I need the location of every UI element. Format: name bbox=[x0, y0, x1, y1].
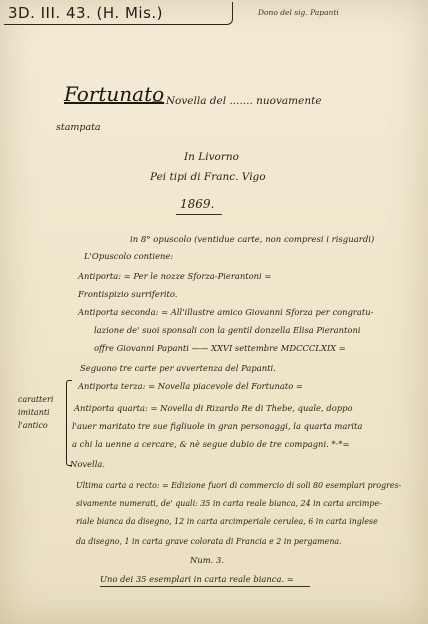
donor-note: Dono del sig. Papanti bbox=[258, 8, 339, 17]
text-line: offre Giovanni Papanti —— XXVI settembre MDCCCLXIX = bbox=[94, 343, 346, 353]
text-line: l'auer maritato tre sue figliuole in gran personaggi, la quarta marita bbox=[72, 421, 363, 431]
text-line: sivamente numerati, de' quali: 35 in carta reale bianca, 24 in carta arcimpe- bbox=[76, 499, 382, 508]
title-text: Fortunato bbox=[64, 82, 165, 106]
text-line: lazione de' suoi sponsali con la gentil donzella Elisa Pierantoni bbox=[94, 325, 361, 335]
text-line: Antiporta terza: = Novella piacevole del Fortunato = bbox=[78, 381, 303, 391]
text-line: riale bianca da disegno, 12 in carta arcimperiale cerulea, 6 in carta inglese bbox=[76, 517, 378, 526]
text-line: Antiporta seconda: = All'illustre amico Giovanni Sforza per congratu- bbox=[78, 307, 374, 317]
year-underline bbox=[176, 214, 222, 215]
text-line: Uno dei 35 esemplari in carta reale bianca. = bbox=[100, 574, 294, 584]
closing-underline bbox=[100, 586, 310, 587]
title-fortunato bbox=[64, 84, 164, 104]
text-line: Seguono tre carte per avvertenza del Papanti. bbox=[80, 363, 276, 373]
text-line: Num. 3. bbox=[190, 555, 224, 565]
margin-note: caratteri imitanti l'antico bbox=[18, 395, 54, 430]
text-line: L'Opuscolo contiene: bbox=[84, 251, 174, 261]
imprint-printer: Pei tipi di Franc. Vigo bbox=[150, 171, 266, 183]
text-line: a chi la uenne a cercare, & nè segue dubio de tre compagni. *·*= bbox=[72, 439, 350, 449]
text-line: Antiporta quarta: = Novella di Rizardo Re di Thebe, quale, doppo bbox=[74, 403, 353, 413]
imprint-year: 1869. bbox=[180, 197, 215, 211]
text-line: Frontispizio surriferito. bbox=[78, 289, 178, 299]
text-line: da disegno, 1 in carta grave colorata di Francia e 2 in pergamena. bbox=[76, 537, 342, 546]
format-note: in 8° opuscolo (ventidue carte, non compresi i risguardi) bbox=[130, 235, 375, 245]
shelfmark: 3D. III. 43. (H. Mis.) bbox=[8, 4, 164, 22]
text-line: Ultima carta a recto: = Edizione fuori di commercio di soli 80 esemplari progres- bbox=[76, 481, 402, 490]
imprint-place: In Livorno bbox=[184, 151, 239, 163]
title-subtitle: — Novella del ....... nuovamente bbox=[152, 95, 322, 107]
text-line: Antiporta: = Per le nozze Sforza-Pierantoni = bbox=[78, 271, 272, 281]
title-continuation: stampata bbox=[56, 122, 101, 133]
text-line: Novella. bbox=[70, 459, 106, 469]
